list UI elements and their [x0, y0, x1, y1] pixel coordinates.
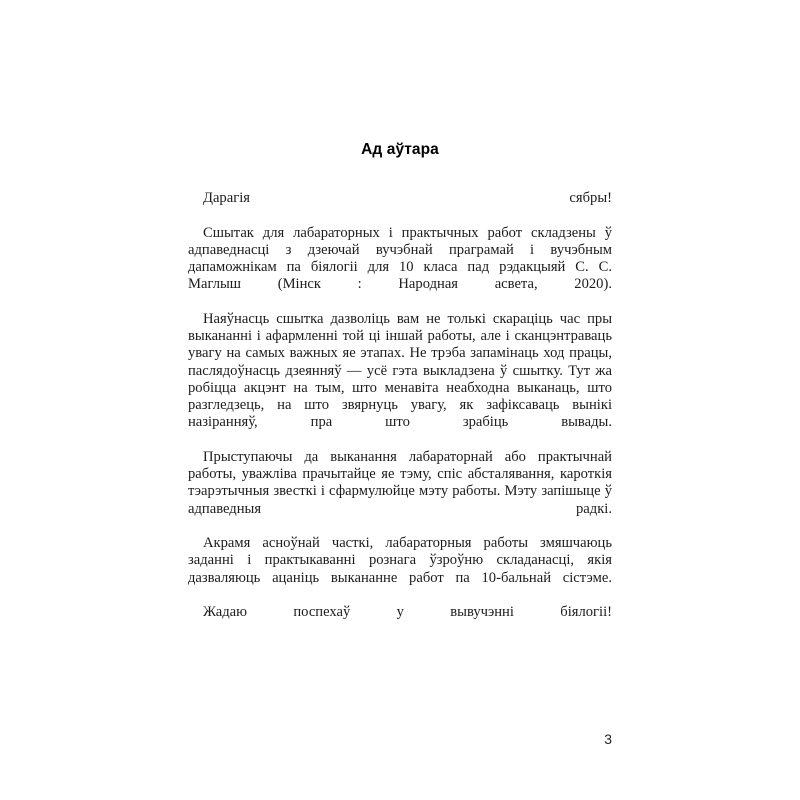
- paragraph: Дарагія сябры!: [203, 190, 612, 206]
- body-text-block: [188, 190, 612, 639]
- paragraph: Жадаю поспехаў у вывучэнні біялогіі!: [203, 604, 612, 620]
- paragraph: Акрамя асноўнай часткі, лабараторныя работы змяшчаюць заданні і практыкаванні рознага ўзроўню складанасці, якія дазваляюць ацаніць выкананне работ па 10-бальнай сістэме.: [188, 535, 612, 586]
- page-number: 3: [604, 731, 612, 747]
- paragraph: Прыступаючы да выканання лабараторнай або практычнай работы, уважліва прачытайце яе тэму, спіс абсталявання, кароткія тэарэтычныя звесткі і сфармулюйце мэту работы. Мэту запішыце ў адпаведныя радкі.: [188, 448, 612, 517]
- page-title: Ад аўтара: [361, 141, 439, 158]
- paragraph: Сшытак для лабараторных і практычных работ складзены ў адпаведнасці з дзеючай вучэбнай праграмай і вучэбным дапаможнікам па біялогіі для 10 класа пад рэдакцыяй С. С. Маглыш (Мінск : Народная асвета, 2020).: [188, 224, 612, 293]
- paragraph: Наяўнасць сшытка дазволіць вам не толькі скараціць час пры выкананні і афармленні той ці іншай работы, але і сканцэнтраваць увагу на самых важных яе этапах. Не трэба запамінаць ход працы, паслядоўнасць дзеянняў — усё гэта выкладзена ў сшытку. Тут жа робіцца акцэнт на тым, што менавіта неабходна выканаць, што разгледзець, на што звярнуць увагу, як зафіксаваць вынікі назіранняў, пра што зрабіць вывады.: [188, 310, 612, 431]
